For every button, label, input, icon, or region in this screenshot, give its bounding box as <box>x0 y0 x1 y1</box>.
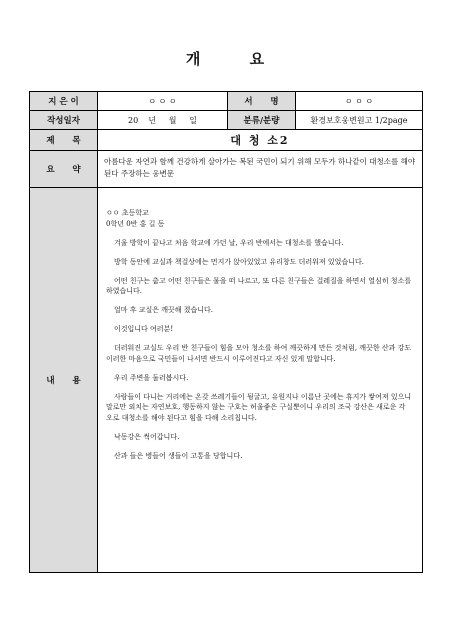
signature-value: ㅇ ㅇ ㅇ <box>344 96 374 106</box>
student-name: 0학년 0반 홍 길 동 <box>106 219 165 228</box>
date-row <box>30 111 422 130</box>
author-row <box>30 92 422 111</box>
content-row <box>30 188 422 572</box>
content-label: 내 용 <box>30 188 98 572</box>
school-name: ㅇㅇ 초등학교 <box>106 209 149 217</box>
summary-label: 요 약 <box>30 151 98 187</box>
paragraph: 우리 주변을 둘러봅시다. <box>114 373 189 382</box>
speech-body <box>98 188 422 572</box>
author-label: 지 은 이 <box>30 92 98 110</box>
page-title: 개 요 <box>185 50 287 68</box>
paragraph: 얼마 후 교실은 깨끗해 졌습니다. <box>114 306 214 314</box>
category-label: 분류/분량 <box>228 111 296 129</box>
title-row <box>30 130 422 151</box>
title-label: 제 목 <box>30 130 98 150</box>
date-value: 20 년 월 일 <box>98 111 228 129</box>
summary-text: 아름다운 자연과 함께 건강하게 살아가는 복된 국민이 되기 위해 모두가 하나같이 대청소를 해야 된다 주장하는 웅변문 <box>104 157 416 178</box>
paragraph: 낙동강은 썩어갑니다. <box>114 432 180 441</box>
overview-form <box>29 91 423 573</box>
author-value: ㅇ ㅇ ㅇ <box>98 92 228 110</box>
date-label: 작성일자 <box>30 111 98 129</box>
paragraph: 어떤 친구는 춥고 어떤 친구들은 물을 떠 나르고, 또 다른 친구들은 걸레질을 하면서 열심히 청소를 하였습니다. <box>106 276 412 295</box>
title-value: 대 청 소2 <box>230 134 290 147</box>
paragraph: 방학 동안에 교실과 책걸상에는 먼지가 앉아있었고 유리창도 더러워져 있었습니다. <box>114 257 364 266</box>
category-value: 환경보호웅변원고 1/2page <box>310 115 408 125</box>
paragraph: 사람들이 다니는 거리에는 온갖 쓰레기들이 뒹굴고, 유원지나 이름난 곳에는 휴지가 쌓여져 있으니 말로만 외치는 자연보호, 행동하지 않는 구호는 허울좋은 구실뿐이니 우리의 조국 강산은 새로운 각오로 대청소를 해야 된다고 힘을 다해 소리칩니다. <box>106 392 412 422</box>
paragraph: 더러워진 교실도 우리 반 친구들이 힘을 모아 청소를 하여 깨끗하게 만든 것처럼, 깨끗한 산과 강도 이러한 마음으로 국민들이 나서면 반드시 이루어진다고 자신 있게 말합니다. <box>106 344 412 363</box>
paragraph: 산과 들은 병들어 생들이 고통을 당합니다. <box>114 451 243 460</box>
summary-row <box>30 151 422 188</box>
paragraph: 이것입니다 여러분! <box>114 325 174 333</box>
paragraph: 겨울 방학이 끝나고 처음 학교에 가던 날, 우리 반에서는 대청소를 했습니다. <box>114 238 344 247</box>
signature-label: 서 명 <box>228 92 296 110</box>
